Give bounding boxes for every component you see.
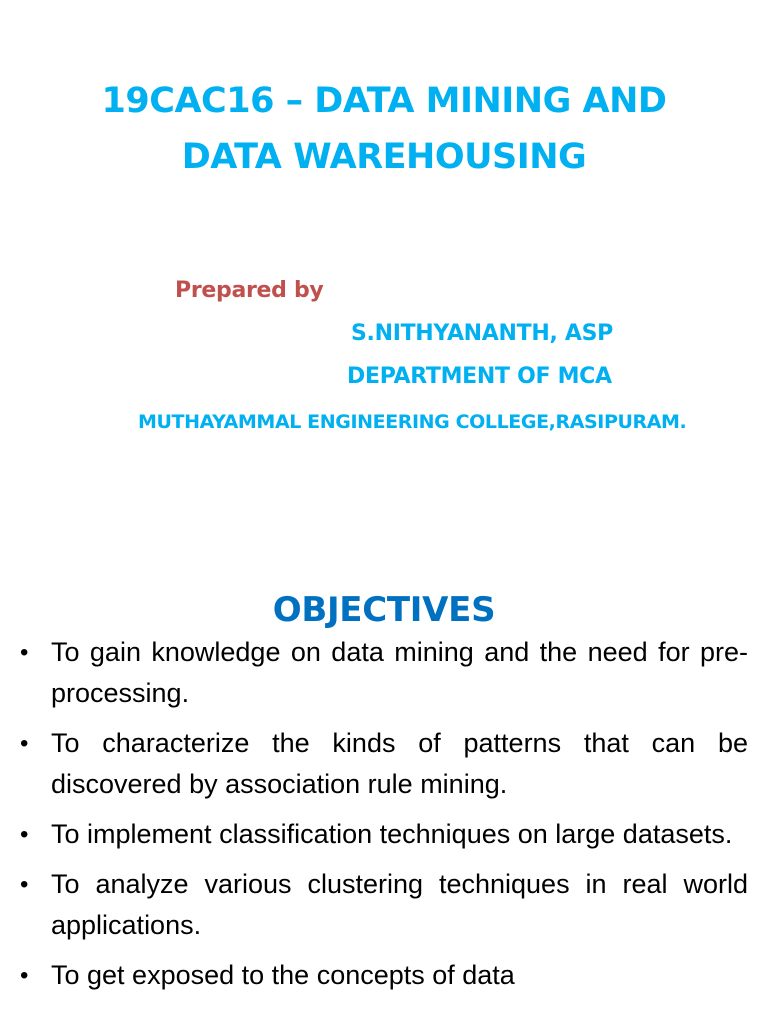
objective-item	[20, 864, 748, 946]
objective-text: To analyze various clustering techniques in real world applications.	[51, 869, 748, 940]
objective-text: To implement classification techniques on large datasets.	[51, 819, 733, 849]
objective-text: To characterize the kinds of patterns that can be discovered by association rule mining.	[51, 728, 748, 799]
prepared-by-label: Prepared by	[175, 278, 324, 303]
author-name: S.NITHYANANTH, ASP	[351, 321, 613, 346]
objectives-list	[20, 632, 748, 1005]
author-college: MUTHAYAMMAL ENGINEERING COLLEGE,RASIPURAM.	[138, 411, 687, 433]
objective-text: To gain knowledge on data mining and the need for pre-processing.	[51, 637, 748, 708]
bullet-icon: •	[20, 871, 29, 898]
bullet-icon: •	[20, 821, 29, 848]
slide-title	[0, 73, 768, 185]
title-line-2: DATA WAREHOUSING	[181, 137, 587, 177]
bullet-icon: •	[20, 962, 29, 989]
bullet-icon: •	[20, 639, 29, 666]
objectives-heading: OBJECTIVES	[272, 590, 496, 630]
objective-item	[20, 814, 748, 855]
author-department: DEPARTMENT OF MCA	[347, 364, 612, 389]
title-line-1: 19CAC16 – DATA MINING AND	[101, 81, 667, 121]
objective-item	[20, 632, 748, 714]
objective-item	[20, 955, 748, 996]
objective-text: To get exposed to the concepts of data	[51, 960, 515, 990]
bullet-icon: •	[20, 730, 29, 757]
objective-item	[20, 723, 748, 805]
objectives-slide	[0, 560, 768, 1024]
